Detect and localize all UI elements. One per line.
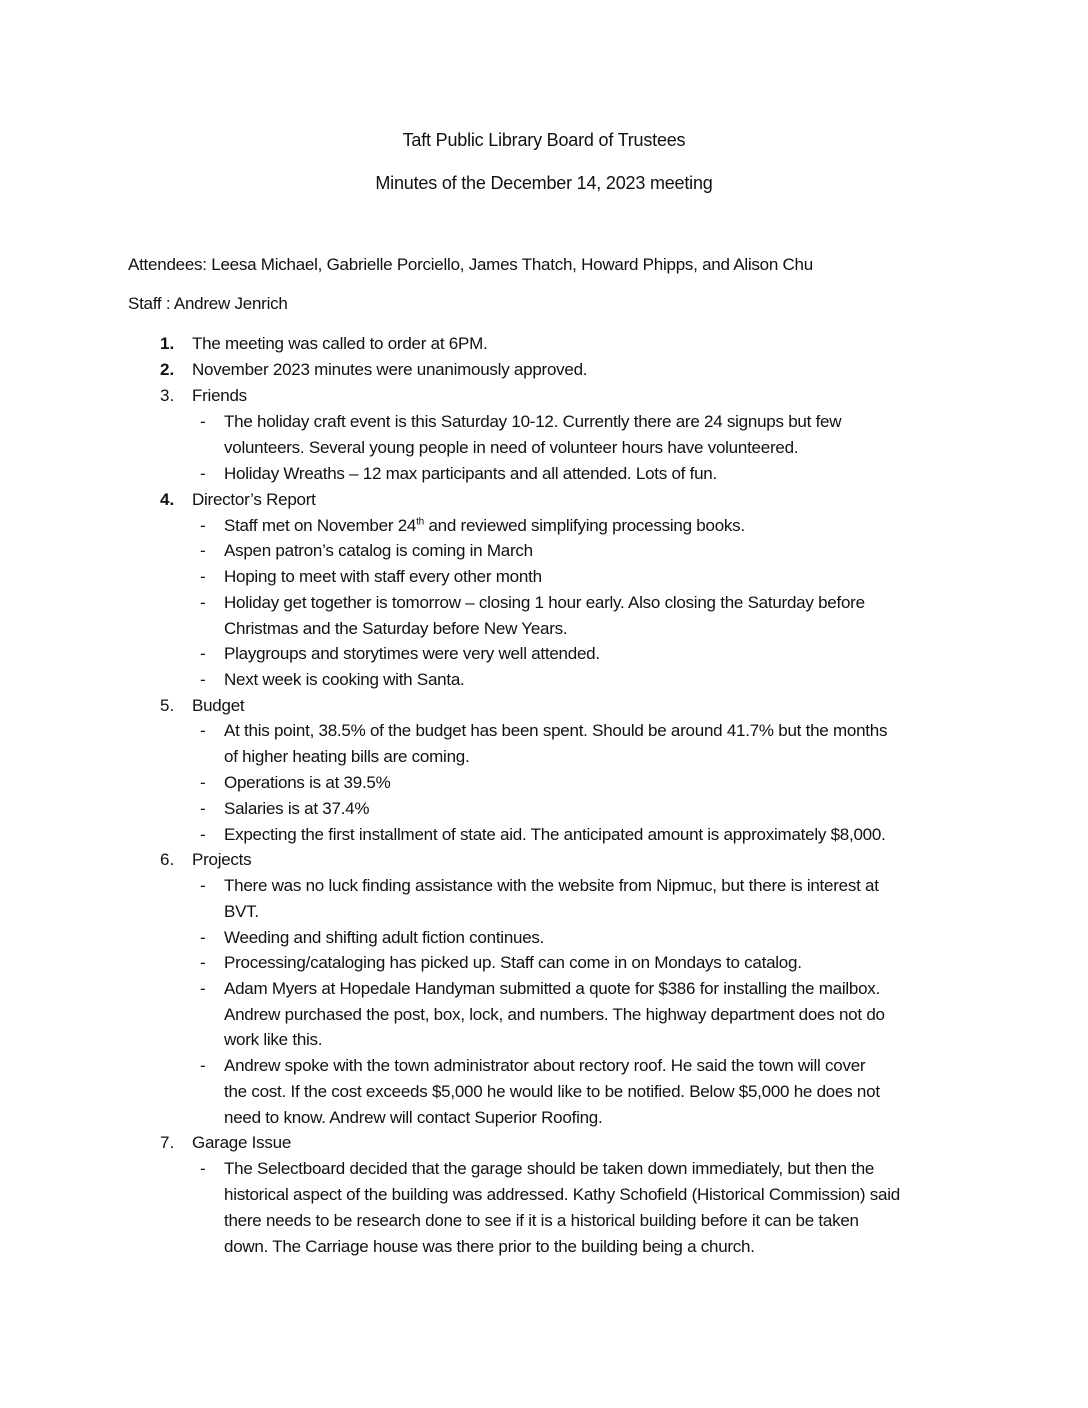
- bullet-text: The holiday craft event is this Saturday 10-12. Currently there are 24 signups but few: [224, 412, 842, 431]
- bullet-text: Holiday get together is tomorrow – closing 1 hour early. Also closing the Saturday before: [224, 593, 865, 612]
- bullet-dash: -: [200, 1056, 206, 1075]
- item-text: Director’s Report: [192, 490, 316, 509]
- staff-line: Staff : Andrew Jenrich: [128, 294, 288, 313]
- item-number: 7.: [160, 1133, 175, 1152]
- item-text: Budget: [192, 696, 245, 715]
- bullet-text: Weeding and shifting adult fiction continues.: [224, 928, 545, 947]
- bullet-dash: -: [200, 567, 206, 586]
- bullet-dash: -: [200, 541, 206, 560]
- bullet-dash: -: [200, 593, 206, 612]
- bullet-dash: -: [200, 1159, 206, 1178]
- bullet-text: Operations is at 39.5%: [224, 773, 391, 792]
- bullet-text: Playgroups and storytimes were very well attended.: [224, 644, 600, 663]
- bullet-text: There was no luck finding assistance with the website from Nipmuc, but there is interest at: [224, 876, 879, 895]
- item-number: 4.: [160, 490, 175, 509]
- bullet-text: historical aspect of the building was addressed. Kathy Schofield (Historical Commission) said: [224, 1185, 900, 1204]
- bullet-text: Christmas and the Saturday before New Years.: [224, 619, 568, 638]
- bullet-dash: -: [200, 670, 206, 689]
- attendees-line: Attendees: Leesa Michael, Gabrielle Porciello, James Thatch, Howard Phipps, and Alison Chu: [128, 255, 813, 274]
- bullet-text: of higher heating bills are coming.: [224, 747, 470, 766]
- bullet-dash: -: [200, 928, 206, 947]
- bullet-text: [224, 515, 745, 537]
- bullet-text: the cost. If the cost exceeds $5,000 he would like to be notified. Below $5,000 he does not: [224, 1082, 880, 1101]
- bullet-text-part: and reviewed simplifying processing books.: [423, 516, 745, 535]
- bullet-text: need to know. Andrew will contact Superior Roofing.: [224, 1108, 603, 1127]
- bullet-dash: -: [200, 721, 206, 740]
- item-text: Projects: [192, 850, 252, 869]
- bullet-text: Andrew purchased the post, box, lock, and numbers. The highway department does not do: [224, 1005, 885, 1024]
- bullet-dash: -: [200, 876, 206, 895]
- bullet-dash: -: [200, 516, 206, 535]
- item-number: 3.: [160, 386, 175, 405]
- bullet-dash: -: [200, 799, 206, 818]
- bullet-text: At this point, 38.5% of the budget has been spent. Should be around 41.7% but the months: [224, 721, 888, 740]
- bullet-dash: -: [200, 412, 206, 431]
- item-text: Garage Issue: [192, 1133, 292, 1152]
- bullet-text-part: Staff met on November 24: [224, 516, 417, 535]
- ordinal-suffix: th: [416, 516, 424, 528]
- bullet-text: volunteers. Several young people in need of volunteer hours have volunteered.: [224, 438, 799, 457]
- bullet-dash: -: [200, 644, 206, 663]
- item-number: 6.: [160, 850, 175, 869]
- document-subtitle: Minutes of the December 14, 2023 meeting: [375, 173, 713, 193]
- item-text: November 2023 minutes were unanimously approved.: [192, 360, 588, 379]
- bullet-text: Aspen patron’s catalog is coming in March: [224, 541, 533, 560]
- bullet-text: Expecting the first installment of state aid. The anticipated amount is approximately $8,000.: [224, 825, 886, 844]
- bullet-text: Andrew spoke with the town administrator about rectory roof. He said the town will cover: [224, 1056, 866, 1075]
- bullet-text: there needs to be research done to see if it is a historical building before it can be taken: [224, 1211, 859, 1230]
- bullet-text: Salaries is at 37.4%: [224, 799, 370, 818]
- item-number: 1.: [160, 334, 175, 353]
- bullet-text: Processing/cataloging has picked up. Staff can come in on Mondays to catalog.: [224, 953, 802, 972]
- document-title: Taft Public Library Board of Trustees: [402, 130, 686, 150]
- item-text: The meeting was called to order at 6PM.: [192, 334, 488, 353]
- bullet-dash: -: [200, 825, 206, 844]
- bullet-dash: -: [200, 979, 206, 998]
- item-number: 2.: [160, 360, 175, 379]
- bullet-text: The Selectboard decided that the garage should be taken down immediately, but then the: [224, 1159, 875, 1178]
- item-number: 5.: [160, 696, 175, 715]
- bullet-text: BVT.: [224, 902, 259, 921]
- bullet-dash: -: [200, 773, 206, 792]
- bullet-dash: -: [200, 953, 206, 972]
- bullet-text: Next week is cooking with Santa.: [224, 670, 465, 689]
- item-text: Friends: [192, 386, 247, 405]
- bullet-text: work like this.: [224, 1030, 323, 1049]
- bullet-text: down. The Carriage house was there prior to the building being a church.: [224, 1237, 755, 1256]
- bullet-text: Adam Myers at Hopedale Handyman submitted a quote for $386 for installing the mailbox.: [224, 979, 881, 998]
- bullet-dash: -: [200, 464, 206, 483]
- bullet-text: Holiday Wreaths – 12 max participants and all attended. Lots of fun.: [224, 464, 717, 483]
- bullet-text: Hoping to meet with staff every other month: [224, 567, 542, 586]
